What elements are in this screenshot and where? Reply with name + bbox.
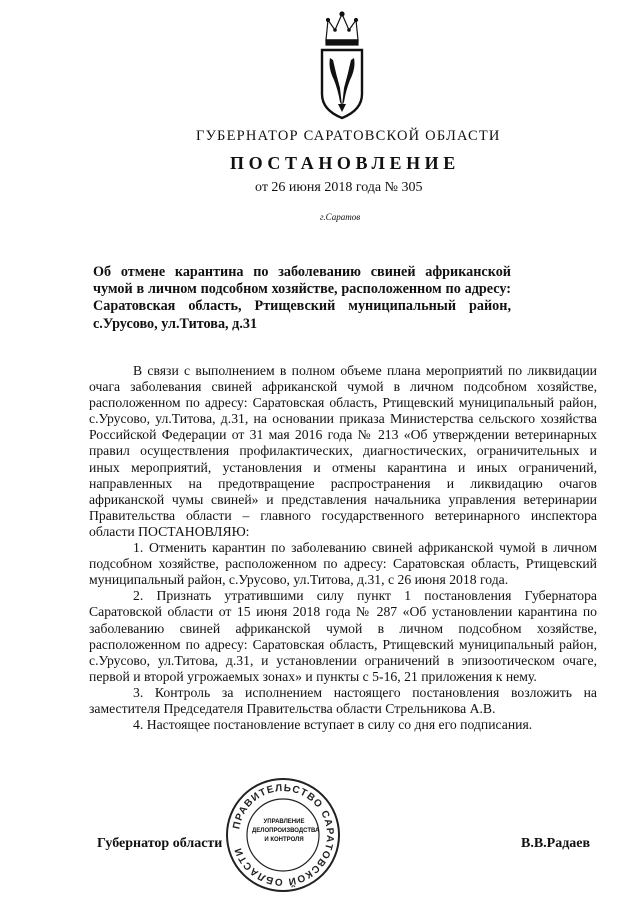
body-item-1: 1. Отменить карантин по заболеванию свиней африканской чумой в личном подсобном хозяйстве, расположенном по адресу: Саратовская область, Ртищевский муниципальный район, с.Урусово, ул.Титова, д.31, с 26 июня 2018 года. <box>89 540 597 588</box>
stamp-inner-text <box>252 818 320 845</box>
stamp-ring-text: ПРАВИТЕЛЬСТВО САРАТОВСКОЙ ОБЛАСТИ <box>231 782 336 888</box>
body-item-3: 3. Контроль за исполнением настоящего постановления возложить на заместителя Председателя Правительства области Стрельникова А.В. <box>89 684 597 716</box>
document-body <box>89 363 597 733</box>
authority-heading: ГУБЕРНАТОР САРАТОВСКОЙ ОБЛАСТИ <box>196 128 501 144</box>
stamp-line-1: УПРАВЛЕНИЕ <box>263 819 305 825</box>
document-city: г.Саратов <box>320 212 361 222</box>
body-preamble: В связи с выполнением в полном объеме плана мероприятий по ликвидации очага заболевания свиней африканской чумой в личном подсобном хозяйстве, расположенном по адресу: Саратовская область, Ртищевский муниципальный район, с.Урусово, ул.Титова, д.31, на основании приказа Министерства сельского хозяйства Российской Федерации от 31 мая 2016 года № 213 «Об утверждении ветеринарных правил осуществления профилактических, диагностических, ограничительных и иных мероприятий, установления и отмены карантина и иных ограничений, направленных на предотвращение распространения и ликвидацию очагов африканской чумы свиней» и представления начальника управления ветеринарии Правительства области – главного государственного ветеринарного инспектора области ПОСТАНОВЛЯЮ: <box>89 363 597 539</box>
stamp-line-2: ДЕЛОПРОИЗВОДСТВА <box>252 828 320 834</box>
signer-name: В.В.Радаев <box>521 836 591 851</box>
coat-of-arms-emblem <box>316 10 368 122</box>
document-type-heading: ПОСТАНОВЛЕНИЕ <box>230 153 460 173</box>
body-item-4: 4. Настоящее постановление вступает в силу со дня его подписания. <box>133 717 533 733</box>
document-date-number: от 26 июня 2018 года № 305 <box>255 180 423 195</box>
signer-title: Губернатор области <box>97 836 223 851</box>
body-item-2: 2. Признать утратившими силу пункт 1 постановления Губернатора Саратовской области от 15 июня 2018 года № 287 «Об установлении карантина по заболеванию свиней африканской чумой в личном подсобном хозяйстве, расположенном по адресу: Саратовская область, Ртищевский муниципальный район, с.Урусово, ул.Титова, д.31, и установлении ограничений в эпизоотическом очаге, первой и второй угрожаемых зонах» и пункты с 5-16, 21 приложения к нему. <box>89 588 597 684</box>
document-title: Об отмене карантина по заболеванию свиней африканской чумой в личном подсобном хозяйстве, расположенном по адресу: Саратовская область, Ртищевский муниципальный район, с.Урусово, ул.Титова, д.31 <box>93 264 511 332</box>
stamp-line-3: И КОНТРОЛЯ <box>264 837 304 843</box>
